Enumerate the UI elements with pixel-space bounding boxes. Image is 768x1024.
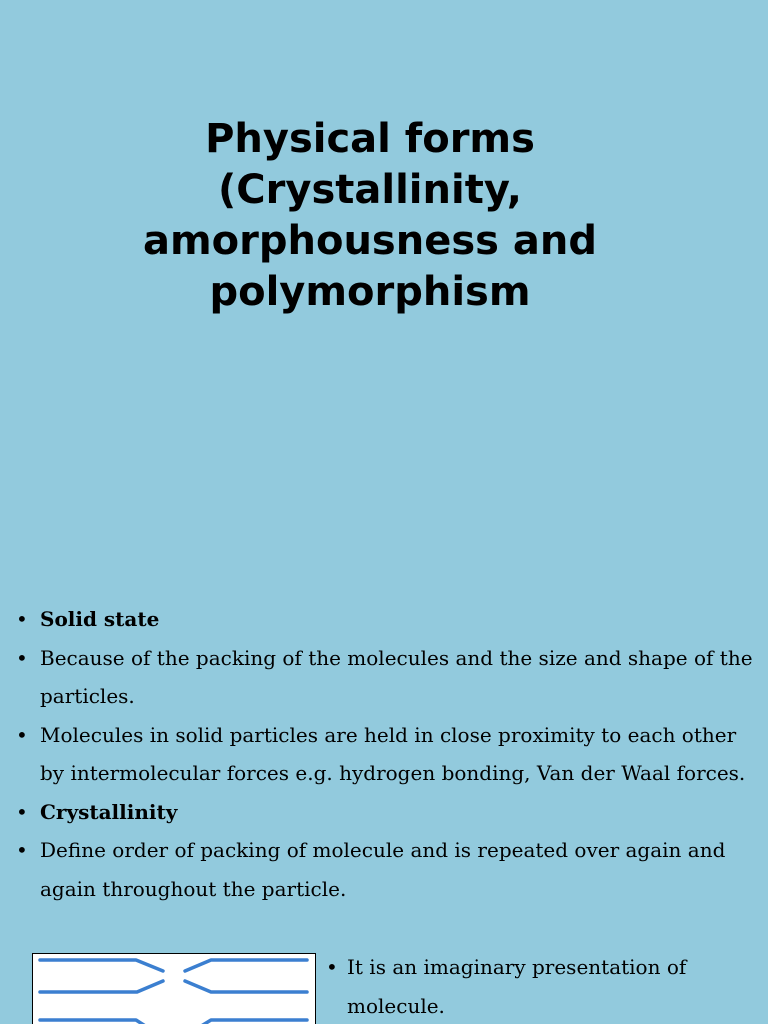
bullet-item-intermolecular-forces [0, 716, 768, 793]
bullet-text: Solid state [40, 607, 160, 631]
bullet-text: Define order of packing of molecule and is repeated over again and again throughout the particle. [40, 838, 726, 901]
slide-title: Physical forms (Crystallinity, amorphousness and polymorphism [142, 116, 597, 315]
side-note-text: It is an imaginary presentation of molecule. [347, 955, 687, 1018]
bullet-icon: • [16, 722, 28, 747]
bullet-icon: • [16, 607, 28, 631]
bullet-icon: • [326, 955, 338, 979]
packing-lines-image [33, 954, 315, 1024]
bullet-item-crystallinity [0, 793, 768, 832]
bullet-item-solid-state [0, 600, 768, 639]
bullet-item-order-of-packing [0, 831, 768, 908]
bullet-text: Molecules in solid particles are held in close proximity to each other by intermolecular forces e.g. hydrogen bonding, Van der Waal forces. [40, 722, 746, 785]
side-note [326, 948, 756, 1024]
bullet-icon: • [16, 799, 28, 824]
bullet-list [0, 600, 768, 908]
molecule-packing-diagram [32, 953, 316, 1024]
bullet-item-packing [0, 639, 768, 716]
bullet-text: Crystallinity [40, 799, 178, 824]
bullet-icon: • [16, 838, 28, 862]
bullet-icon: • [16, 645, 28, 670]
bullet-text: Because of the packing of the molecules and the size and shape of the particles. [40, 645, 753, 708]
